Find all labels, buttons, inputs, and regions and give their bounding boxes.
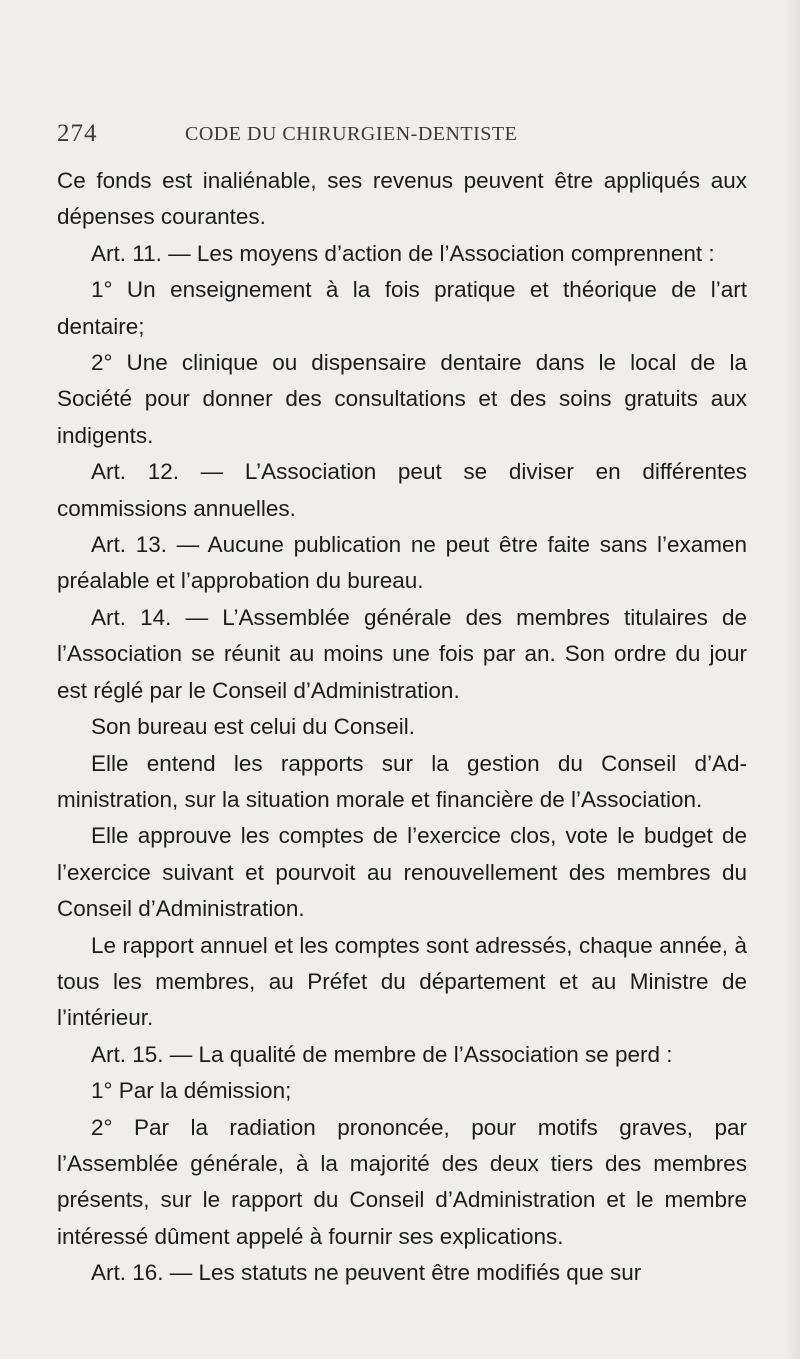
paragraph: 2° Une clinique ou dispensaire dentaire dans le local de la Société pour donner des consultations et des soins gratuits aux indigents. <box>57 350 747 448</box>
paragraph: Elle entend les rapports sur la gestion du Conseil d’Administration, sur la situation morale et financière de l’Association. <box>57 750 747 812</box>
page-edge-shadow <box>786 0 800 1359</box>
paragraph: Art. 11. — Les moyens d’action de l’Association comprennent : <box>91 240 715 266</box>
paragraph: 1° Par la démission; <box>91 1078 292 1104</box>
paragraph: Art. 12. — L’Association peut se diviser en différentes commissions annuelles. <box>57 459 747 521</box>
paragraph: Le rapport annuel et les comptes sont adressés, chaque année, à tous les membres, au Préfet du département et au Ministre de l’intérieur. <box>57 932 747 1031</box>
paragraph: Elle approuve les comptes de l’exercice clos, vote le budget de l’exercice suivant et pourvoit au renouvellement des membres du Conseil d’Administration. <box>57 823 747 922</box>
paragraph: Art. 16. — Les statuts ne peuvent être modifiés que sur <box>91 1260 642 1286</box>
paragraph: Ce fonds est inaliénable, ses revenus peuvent être appliqués aux dépenses courantes. <box>57 168 747 230</box>
page-number: 274 <box>57 120 98 147</box>
page-header <box>57 120 747 150</box>
paragraph: Art. 15. — La qualité de membre de l’Association se perd : <box>91 1041 673 1067</box>
running-title: CODE DU CHIRURGIEN-DENTISTE <box>185 123 518 145</box>
paragraph: 2° Par la radiation prononcée, pour motifs graves, par l’Assemblée générale, à la majorité des deux tiers des membres présents, sur le rapport du Conseil d’Administration et le membre intéressé dûment appelé à fournir ses explications. <box>57 1114 747 1249</box>
paragraph: Art. 14. — L’Assemblée générale des membres titulaires de l’Association se réunit au moins une fois par an. Son ordre du jour est réglé par le Conseil d’Administration. <box>57 604 747 703</box>
paragraph: 1° Un enseignement à la fois pratique et théorique de l’art dentaire; <box>57 277 747 339</box>
body-text <box>57 163 747 1292</box>
paragraph: Son bureau est celui du Conseil. <box>91 714 415 740</box>
paragraph: Art. 13. — Aucune publication ne peut être faite sans l’examen préalable et l’approbation du bureau. <box>57 532 747 594</box>
